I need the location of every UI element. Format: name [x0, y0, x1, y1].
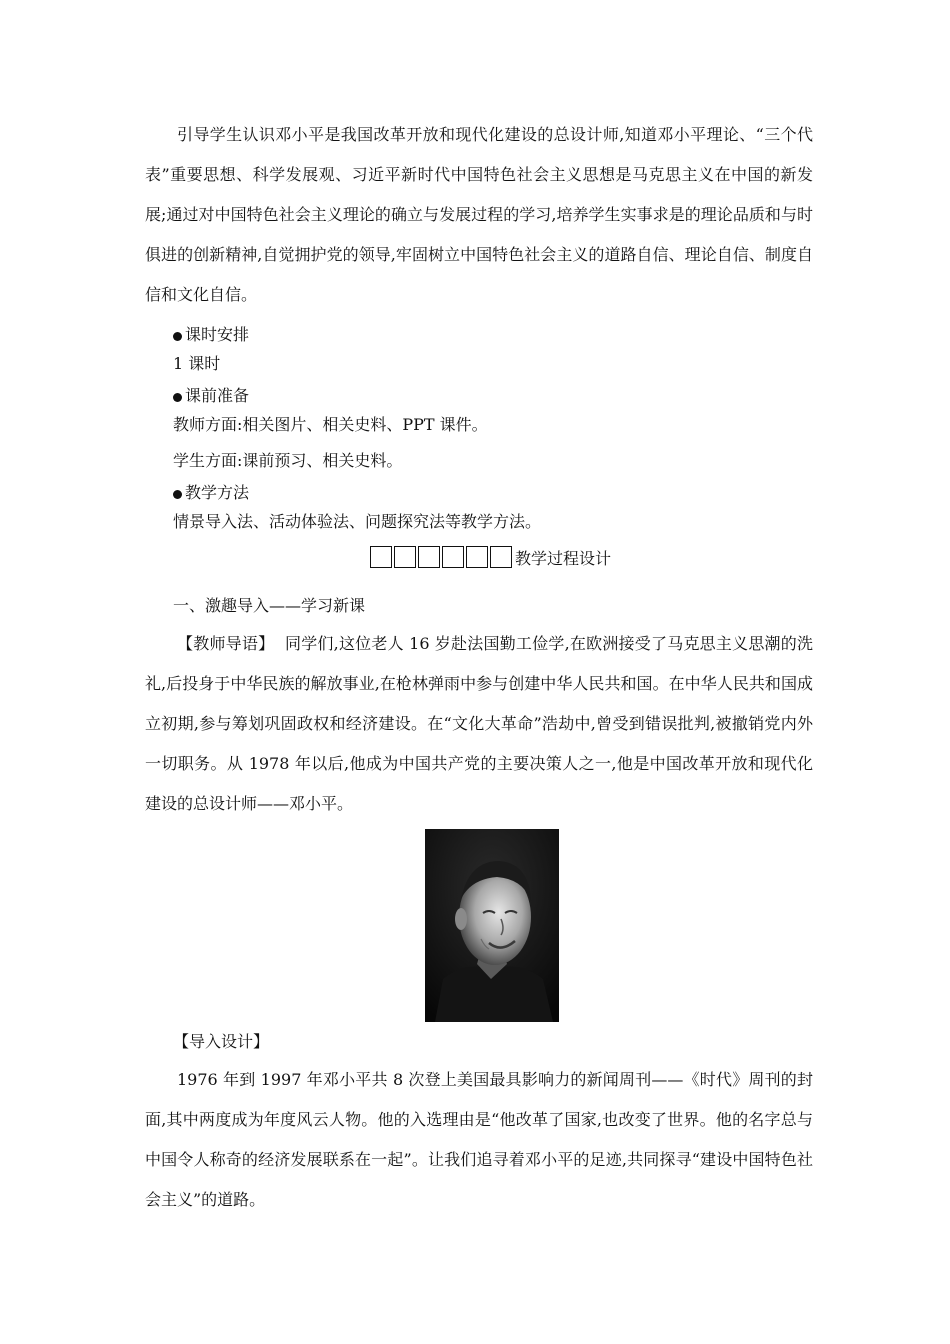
design-heading: 【导入设计】	[173, 1032, 270, 1051]
prep-teacher: 教师方面:相关图片、相关史料、PPT 课件。	[173, 415, 488, 434]
intro-paragraph: 引导学生认识邓小平是我国改革开放和现代化建设的总设计师,知道邓小平理论、“三个代表”重要思想、科学发展观、习近平新时代中国特色社会主义思想是马克思主义在中国的新发展;通过对中国特色社会主义理论的确立与发展过程的学习,培养学生实事求是的理论品质和与时俱进的创新精神,自觉拥护党的领导,牢固树立中国特色社会主义的道路自信、理论自信、制度自信和文化自信。	[145, 125, 813, 304]
process-title: 教学过程设计	[515, 548, 612, 568]
bullet-icon	[173, 332, 182, 341]
process-title-row	[370, 544, 611, 570]
portrait-illustration	[425, 829, 559, 1022]
decorative-box-icon	[490, 546, 512, 568]
bullet-icon	[173, 490, 182, 499]
design-paragraph: 1976 年到 1997 年邓小平共 8 次登上美国最具影响力的新闻周刊——《时代》周刊的封面,其中两度成为年度风云人物。他的入选理由是“他改革了国家,也改变了世界。他的名字总与中国令人称奇的经济发展联系在一起”。让我们追寻着邓小平的足迹,共同探寻“建设中国特色社会主义”的道路。	[145, 1070, 813, 1209]
part1-heading: 一、激趣导入——学习新课	[173, 596, 366, 615]
decorative-box-icon	[394, 546, 416, 568]
schedule-heading-text: 课时安排	[185, 325, 250, 344]
decorative-box-icon	[442, 546, 464, 568]
decorative-box-icon	[370, 546, 392, 568]
schedule-value: 1 课时	[173, 354, 221, 373]
prep-heading	[173, 384, 249, 408]
method-value: 情景导入法、活动体验法、问题探究法等教学方法。	[173, 512, 542, 531]
prep-student: 学生方面:课前预习、相关史料。	[173, 451, 403, 470]
schedule-heading	[173, 323, 249, 347]
decorative-box-icon	[466, 546, 488, 568]
method-heading-text: 教学方法	[185, 483, 250, 502]
decorative-box-icon	[418, 546, 440, 568]
teacher-intro-paragraph	[145, 624, 813, 824]
prep-heading-text: 课前准备	[185, 386, 250, 405]
teacher-intro-label: 【教师导语】	[177, 634, 275, 653]
method-heading	[173, 481, 249, 505]
bullet-icon	[173, 393, 182, 402]
portrait-photo	[425, 829, 559, 1022]
teacher-intro-text: 同学们,这位老人 16 岁赴法国勤工俭学,在欧洲接受了马克思主义思潮的洗礼,后投身于中华民族的解放事业,在枪林弹雨中参与创建中华人民共和国。在中华人民共和国成立初期,参与筹划巩固政权和经济建设。在“文化大革命”浩劫中,曾受到错误批判,被撤销党内外一切职务。从 1978 年以后,他成为中国共产党的主要决策人之一,他是中国改革开放和现代化建设的总设计师——邓小平。	[145, 634, 813, 813]
